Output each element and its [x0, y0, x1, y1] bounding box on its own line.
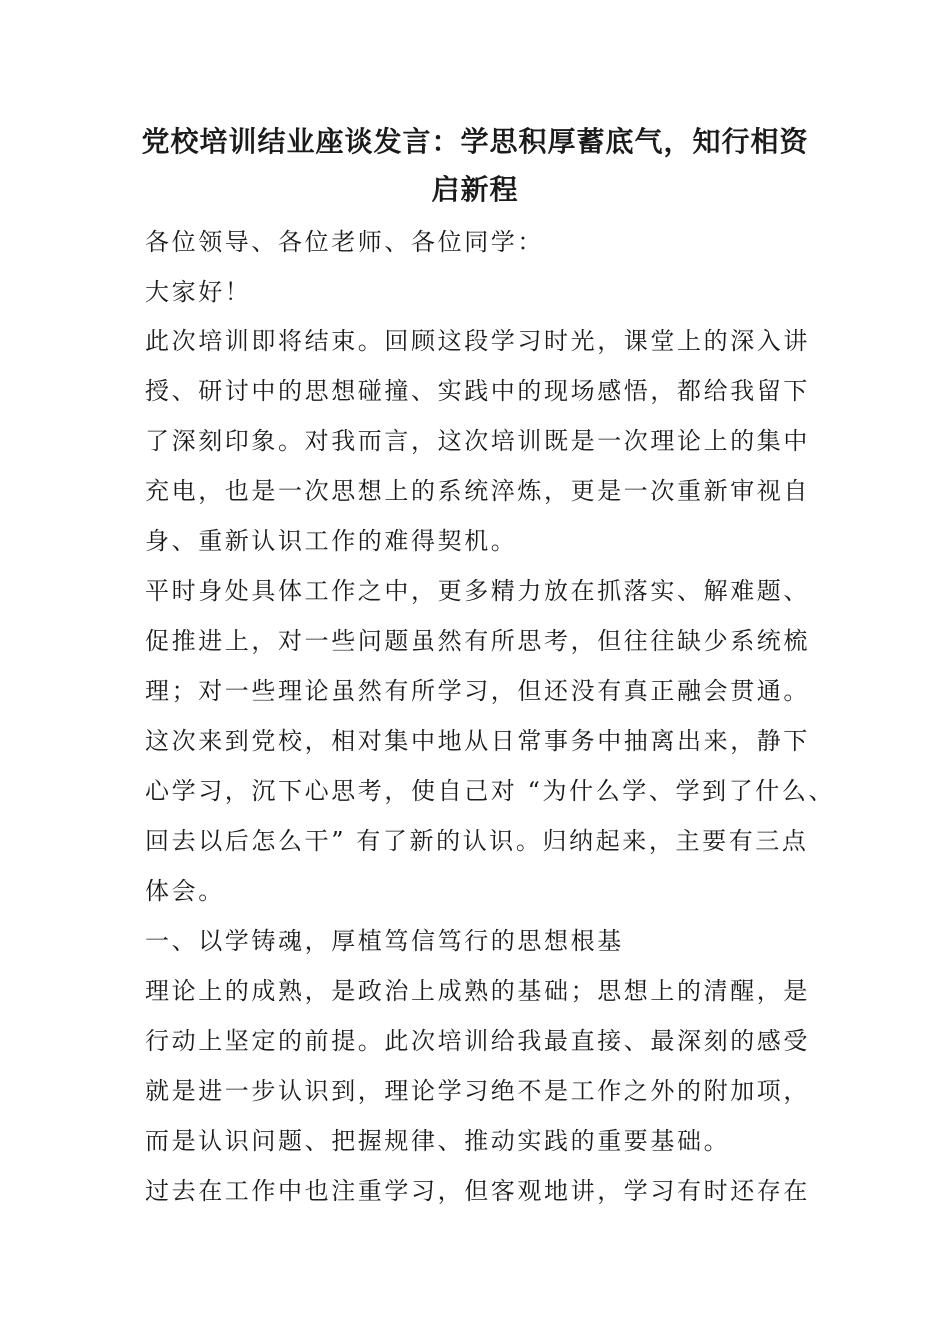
paragraph-line: 体会。: [145, 877, 225, 905]
paragraph-line: 身、重新认识工作的难得契机。: [145, 527, 518, 555]
paragraph-line: 平时身处具体工作之中，更多精力放在抓落实、解难题、: [145, 577, 810, 605]
paragraph-line: 而是认识问题、把握规律、推动实践的重要基础。: [145, 1127, 731, 1155]
title-line-2: 启新程: [431, 173, 519, 206]
paragraph-line: 了深刻印象。对我而言，这次培训既是一次理论上的集中: [145, 427, 810, 455]
paragraph-line: 这次来到党校，相对集中地从日常事务中抽离出来，静下: [145, 727, 810, 755]
paragraph-line: 此次培训即将结束。回顾这段学习时光，课堂上的深入讲: [145, 327, 810, 355]
paragraph-line: 心学习，沉下心思考，使自己对 “为什么学、学到了什么、: [145, 777, 836, 805]
title-line-1: 党校培训结业座谈发言：学思积厚蓄底气，知行相资: [141, 125, 809, 158]
paragraph-line: 授、研讨中的思想碰撞、实践中的现场感悟，都给我留下: [145, 377, 810, 405]
paragraph-line: 充电，也是一次思想上的系统淬炼，更是一次重新审视自: [145, 477, 810, 505]
paragraph-line: 就是进一步认识到，理论学习绝不是工作之外的附加项，: [145, 1077, 810, 1105]
greeting: 大家好！: [145, 278, 252, 306]
paragraph-line: 理；对一些理论虽然有所学习，但还没有真正融会贯通。: [145, 677, 810, 705]
paragraph-line: 回去以后怎么干” 有了新的认识。归纳起来，主要有三点: [145, 827, 809, 855]
section-heading: 一、以学铸魂，厚植笃信笃行的思想根基: [145, 927, 624, 955]
paragraph-line: 过去在工作中也注重学习，但客观地讲，学习有时还存在: [145, 1177, 810, 1205]
paragraph-line: 行动上坚定的前提。此次培训给我最直接、最深刻的感受: [145, 1027, 810, 1055]
paragraph-line: 理论上的成熟，是政治上成熟的基础；思想上的清醒，是: [145, 977, 810, 1005]
paragraph-line: 促推进上，对一些问题虽然有所思考，但往往缺少系统梳: [145, 627, 810, 655]
document-title: [130, 118, 820, 214]
salutation: 各位领导、各位老师、各位同学：: [145, 228, 544, 256]
